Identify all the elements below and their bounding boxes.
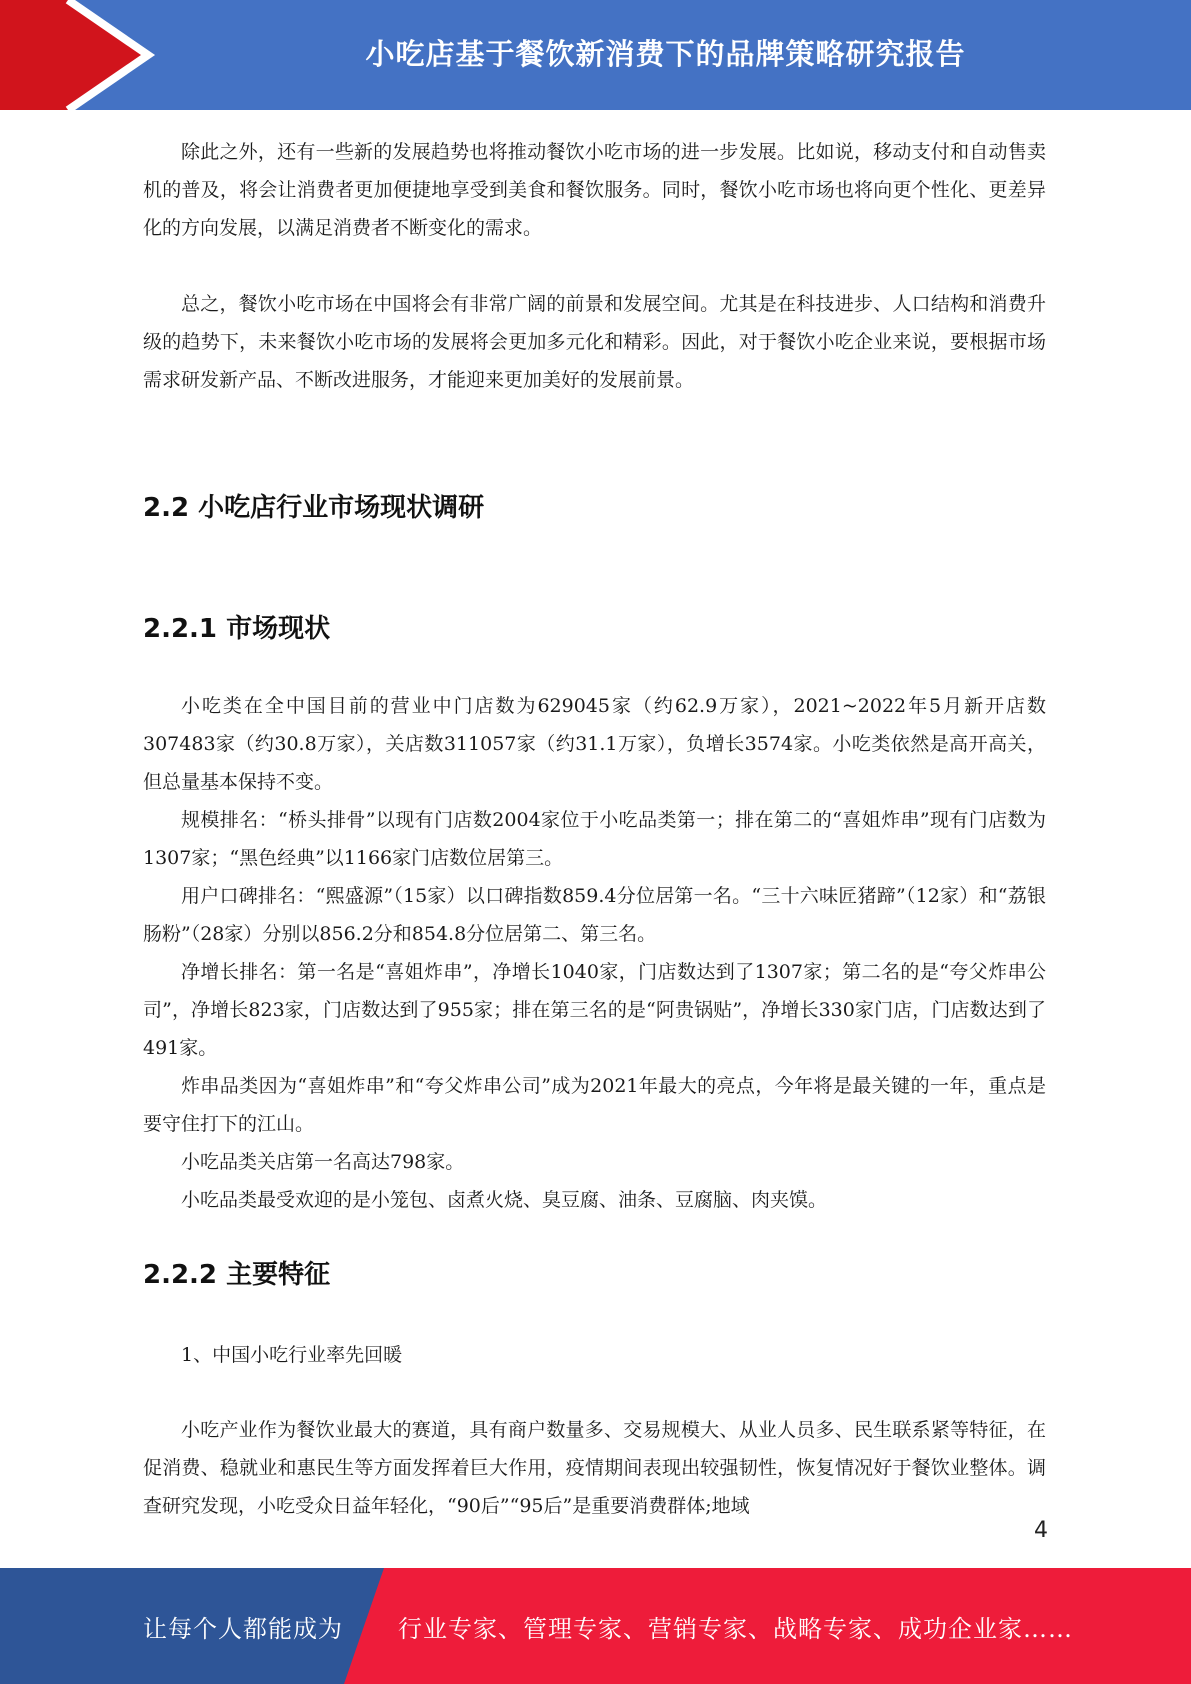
section-heading-2-2: 2.2 小吃店行业市场现状调研 [143, 493, 485, 523]
paragraph: 净增长排名：第一名是“喜姐炸串”，净增长1040家，门店数达到了1307家；第二名的是“夸父炸串公司”，净增长823家，门店数达到了955家；排在第三名的是“阿贵锅贴”，净增长330家门店，门店数达到了491家。 [143, 961, 1046, 1059]
paragraph: 小吃品类最受欢迎的是小笼包、卤煮火烧、臭豆腐、油条、豆腐脑、肉夹馍。 [181, 1189, 828, 1211]
paragraph: 用户口碑排名：“熙盛源”（15家）以口碑指数859.4分位居第一名。“三十六味匠猪蹄”（12家）和“荔银肠粉”（28家）分别以856.2分和854.8分位居第二、第三名。 [143, 885, 1046, 945]
paragraph: 规模排名：“桥头排骨”以现有门店数2004家位于小吃品类第一；排在第二的“喜姐炸串”现有门店数为1307家；“黑色经典”以1166家门店数位居第三。 [143, 809, 1046, 869]
paragraph: 总之，餐饮小吃市场在中国将会有非常广阔的前景和发展空间。尤其是在科技进步、人口结构和消费升级的趋势下，未来餐饮小吃市场的发展将会更加多元化和精彩。因此，对于餐饮小吃企业来说，要根据市场需求研发新产品、不断改进服务，才能迎来更加美好的发展前景。 [143, 293, 1046, 391]
footer-slogan-right: 行业专家、管理专家、营销专家、战略专家、成功企业家…… [398, 1614, 1073, 1643]
paragraph: 小吃类在全中国目前的营业中门店数为629045家（约62.9万家），2021~2022年5月新开店数307483家（约30.8万家），关店数311057家（约31.1万家），负增长3574家。小吃类依然是高开高关，但总量基本保持不变。 [143, 695, 1046, 793]
paragraph: 炸串品类因为“喜姐炸串”和“夸父炸串公司”成为2021年最大的亮点，今年将是最关键的一年，重点是要守住打下的江山。 [143, 1075, 1046, 1135]
market-status-paragraphs [143, 687, 1046, 1219]
section-heading-2-2-2: 2.2.2 主要特征 [143, 1260, 331, 1290]
report-title: 小吃店基于餐饮新消费下的品牌策略研究报告 [365, 36, 966, 71]
header-chevron-decoration [0, 0, 160, 110]
intro-paragraph-2 [143, 285, 1046, 399]
paragraph: 除此之外，还有一些新的发展趋势也将推动餐饮小吃市场的进一步发展。比如说，移动支付和自动售卖机的普及，将会让消费者更加便捷地享受到美食和餐饮服务。同时，餐饮小吃市场也将向更个性化、更差异化的方向发展，以满足消费者不断变化的需求。 [143, 141, 1046, 239]
paragraph: 小吃产业作为餐饮业最大的赛道，具有商户数量多、交易规模大、从业人员多、民生联系紧等特征，在促消费、稳就业和惠民生等方面发挥着巨大作用，疫情期间表现出较强韧性，恢复情况好于餐饮业整体。调查研究发现，小吃受众日益年轻化，“90后”“95后”是重要消费群体;地域 [143, 1419, 1046, 1517]
intro-paragraph-1 [143, 133, 1046, 247]
page-footer [0, 1568, 1191, 1684]
section-heading-2-2-1: 2.2.1 市场现状 [143, 614, 331, 644]
paragraph: 小吃品类关店第一名高达798家。 [181, 1151, 465, 1173]
footer-slogan-left: 让每个人都能成为 [143, 1614, 343, 1643]
list-item-text: 1、中国小吃行业率先回暖 [181, 1344, 403, 1366]
page-header [0, 0, 1191, 110]
page-number: 4 [1034, 1518, 1048, 1543]
main-features-paragraph [143, 1411, 1046, 1525]
list-item [143, 1336, 1046, 1374]
